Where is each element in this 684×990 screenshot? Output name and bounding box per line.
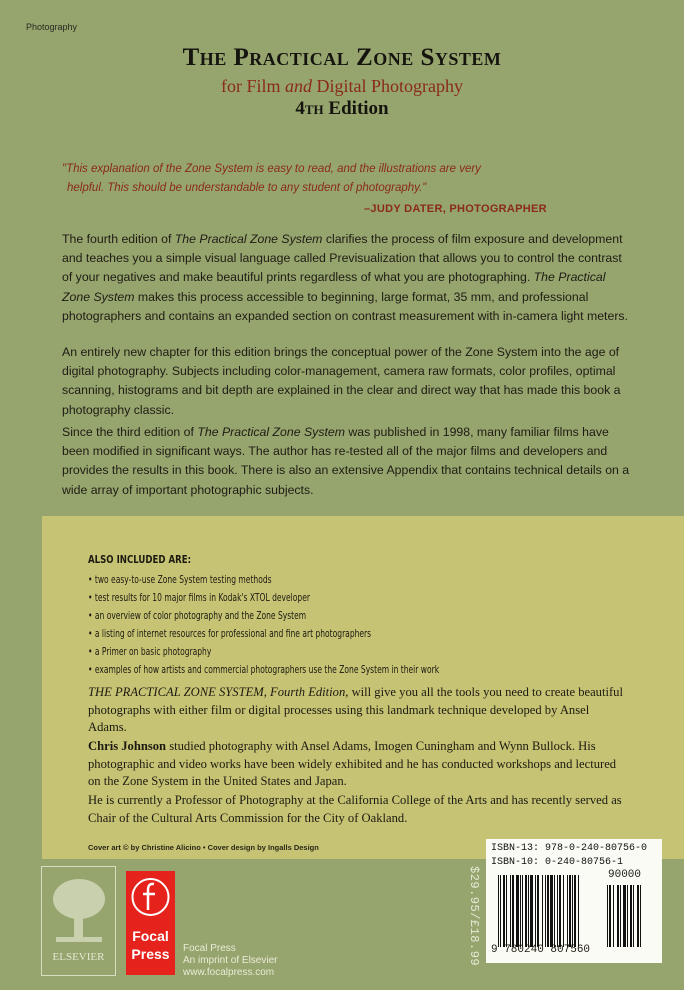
description-paragraph: [62, 230, 632, 326]
cover-credits: Cover art © by Christine Alicino • Cover design by Ingalls Design: [88, 843, 319, 852]
edition-word: Edition: [323, 98, 389, 119]
text: makes this process accessible to beginning, large format, 35 mm, and professional photographers and contains an expanded section on contrast measurement with in-camera light meters.: [62, 289, 628, 323]
review-quote: [62, 160, 552, 198]
included-item: • examples of how artists and commercial photographers use the Zone System in their work: [88, 664, 440, 676]
text: will give you all the tools you need to create beautiful photographs with either film or digital processes using this landmark technique developed by Ansel Adams.: [88, 685, 623, 735]
isbn-13: ISBN-13: 978-0-240-80756-0: [491, 843, 648, 854]
barcode-supplement-bars: [607, 885, 653, 947]
included-item: • test results for 10 major films in Kodak's XTOL developer: [88, 592, 310, 604]
text: studied photography with Ansel Adams, Imogen Cuningham and Wynn Bullock. His photographic and video works have been widely exhibited and he has conducted workshops and lectured on the Zone System in the United States and Japan.: [88, 739, 617, 789]
publisher-imprint: An imprint of Elsevier: [183, 955, 278, 966]
included-item: • a Primer on basic photography: [88, 646, 212, 658]
barcode-supplement-number: 90000: [608, 869, 642, 881]
barcode-bar: [641, 885, 643, 947]
elsevier-wordmark: ELSEVIER: [52, 951, 105, 963]
text: The fourth edition of: [62, 232, 175, 246]
tree-icon: [52, 875, 106, 945]
barcode-number: 9 780240 807560: [491, 944, 591, 956]
subtitle-part: for Film: [220, 76, 285, 96]
edition-number: 4th: [295, 98, 324, 119]
subtitle-part: Digital Photography: [312, 76, 463, 96]
author-bio: [88, 738, 628, 791]
book-subtitle: [0, 76, 684, 97]
isbn-barcode: [486, 839, 662, 963]
publisher-url: www.focalpress.com: [183, 967, 275, 978]
logo-text: Press: [131, 946, 170, 962]
subtitle-emphasis: and: [285, 76, 312, 96]
focal-press-logo: [126, 871, 175, 975]
book-title: The Practical Zone System: [182, 44, 502, 71]
summary-paragraph: [88, 684, 628, 737]
book-title-ref: The Practical Zone System: [174, 232, 323, 246]
description-paragraph: [62, 423, 632, 500]
author-position: He is currently a Professor of Photography at the California College of the Arts and has recently served as Chair of the Cultural Arts Commission for the City of Oakland.: [88, 793, 622, 825]
logo-text: Focal: [132, 928, 169, 944]
quote-line: "This explanation of the Zone System is easy to read, and the illustrations are very: [62, 163, 481, 175]
included-heading: ALSO INCLUDED ARE:: [88, 553, 192, 566]
quote-attribution: –JUDY DATER, PHOTOGRAPHER: [364, 203, 547, 215]
text: clarifies the process of film exposure and development and teaches you a simple visual language called Previsualization that allows you to control the contrast of your negatives and make beautiful prints regardless of what you are photographing.: [62, 232, 623, 285]
focal-f-icon: [130, 875, 171, 919]
text: Since the third edition of: [62, 425, 198, 439]
price-label: $29.95/£18.99: [467, 866, 481, 967]
book-title-ref: The Practical Zone System: [197, 425, 345, 439]
book-title-ref: The Practical Zone System: [62, 270, 606, 304]
book-title-ref: THE PRACTICAL ZONE SYSTEM, Fourth Edition,: [88, 685, 349, 699]
author-name: Chris Johnson: [88, 739, 167, 753]
edition-label: [0, 98, 684, 120]
category-label: Photography: [26, 22, 78, 32]
elsevier-logo: [41, 866, 116, 976]
included-item: • a listing of internet resources for professional and fine art photographers: [88, 628, 372, 640]
barcode-bars: [498, 875, 596, 947]
quote-line: helpful. This should be understandable to any student of photography.": [67, 182, 427, 194]
included-item: • two easy-to-use Zone System testing methods: [88, 574, 272, 586]
publisher-name: Focal Press: [183, 943, 236, 954]
isbn-10: ISBN-10: 0-240-80756-1: [491, 857, 624, 868]
description-paragraph: An entirely new chapter for this edition brings the conceptual power of the Zone System into the age of digital photography. Subjects including color-management, camera raw formats, color profiles, optimal scanning, histograms and bit depth are explained in the clear and direct way that has made this book a photography classic.: [62, 345, 621, 417]
included-item: • an overview of color photography and the Zone System: [88, 610, 307, 622]
text: was published in 1998, many familiar films have been modified in significant ways. The author has re-tested all of the major films and developers and provides the results in this book. There is also an extensive Appendix that contains technical details on a wide array of important photographic subjects.: [62, 425, 630, 497]
barcode-bar: [579, 875, 580, 947]
